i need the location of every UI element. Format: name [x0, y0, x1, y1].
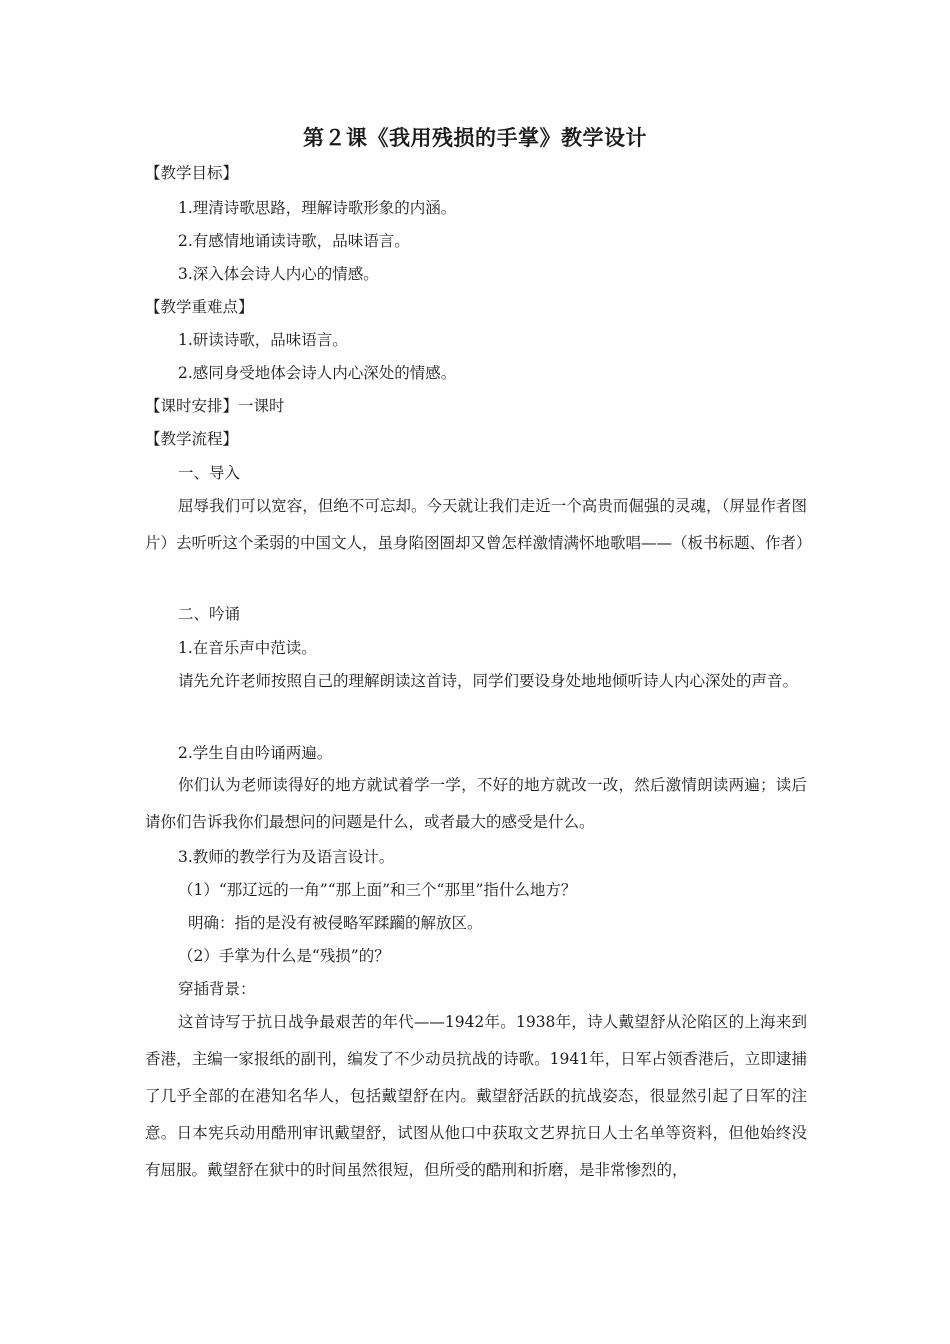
step-heading-recite: 二、吟诵	[178, 605, 241, 623]
key-point-item-1: 1.研读诗歌，品味语言。	[178, 331, 348, 349]
recite-item-2: 2.学生自由吟诵两遍。	[178, 744, 333, 762]
background-paragraph: 这首诗写于抗日战争最艰苦的年代——1942年。1938年，诗人戴望舒从沦陷区的上海来到香港，主编一家报纸的副刊，编发了不少动员抗战的诗歌。1941年，日军占领香港后，立即逮捕了几乎全部的在港知名华人，包括戴望舒在内。戴望舒活跃的抗战姿态，很显然引起了日军的注意。日本宪兵动用酷刑审讯戴望舒，试图从他口中获取文艺界抗日人士名单等资料，但他始终没有屈服。戴望舒在狱中的时间虽然很短，但所受的酷刑和折磨，是非常惨烈的，	[145, 1013, 807, 1179]
intro-paragraph: 屈辱我们可以宽容，但绝不可忘却。今天就让我们走近一个高贵而倔强的灵魂，（屏显作者图片）去听听这个柔弱的中国文人，虽身陷囹圄却又曾怎样激情满怀地歌唱——（板书标题、作者）	[145, 497, 812, 552]
answer-1: 明确：指的是没有被侵略军蹂躏的解放区。	[188, 914, 483, 932]
recite-item-1-text: 请先允许老师按照自己的理解朗读这首诗，同学们要设身处地地倾听诗人内心深处的声音。	[178, 672, 799, 690]
recite-item-1: 1.在音乐声中范读。	[178, 639, 317, 657]
recite-item-3: 3.教师的教学行为及语言设计。	[178, 848, 395, 866]
goal-item-2: 2.有感情地诵读诗歌，品味语言。	[178, 232, 410, 250]
question-1: （1）“那辽远的一角”“那上面”和三个“那里”指什么地方？	[178, 881, 577, 899]
recite-item-2-text: 你们认为老师读得好的地方就试着学一学，不好的地方就改一改，然后激情朗读两遍；读后请你们告诉我你们最想问的问题是什么，或者最大的感受是什么。	[145, 776, 807, 831]
section-heading-flow: 【教学流程】	[145, 430, 239, 448]
key-point-item-2: 2.感同身受地体会诗人内心深处的情感。	[178, 364, 457, 382]
section-heading-goals: 【教学目标】	[145, 164, 239, 182]
section-heading-key-points: 【教学重难点】	[145, 298, 254, 316]
goal-item-1: 1.理清诗歌思路，理解诗歌形象的内涵。	[178, 199, 457, 217]
background-label: 穿插背景：	[178, 980, 256, 998]
page-title: 第２课《我用残损的手掌》教学设计	[303, 125, 647, 150]
goal-item-3: 3.深入体会诗人内心的情感。	[178, 265, 379, 283]
question-2: （2）手掌为什么是“残损”的？	[178, 947, 390, 965]
step-heading-intro: 一、导入	[178, 464, 241, 482]
section-heading-schedule: 【课时安排】一课时	[145, 397, 285, 415]
